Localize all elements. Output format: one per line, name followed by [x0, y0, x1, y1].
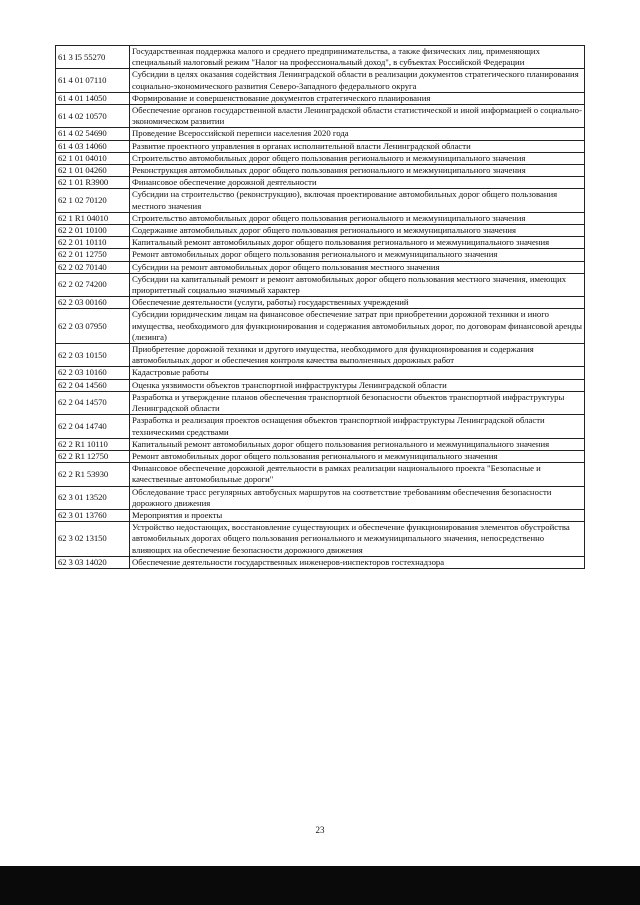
code-cell: 61 4 01 07110 — [56, 69, 130, 92]
name-cell: Строительство автомобильных дорог общего пользования регионального и межмуниципального значения — [130, 152, 585, 164]
table-row — [56, 237, 585, 249]
table-row — [56, 249, 585, 261]
table-row — [56, 486, 585, 509]
table-row — [56, 105, 585, 128]
name-cell: Содержание автомобильных дорог общего пользования регионального и межмуниципального значения — [130, 225, 585, 237]
code-cell: 62 1 01 04010 — [56, 152, 130, 164]
table-row — [56, 450, 585, 462]
table-row — [56, 140, 585, 152]
name-cell: Субсидии на капитальный ремонт и ремонт автомобильных дорог общего пользования местного значения, имеющих приоритетный социально значимый характер — [130, 273, 585, 296]
code-cell: 62 2 04 14570 — [56, 391, 130, 414]
code-cell: 62 1 R1 04010 — [56, 212, 130, 224]
name-cell: Обеспечение деятельности государственных инженеров-инспекторов гостехнадзора — [130, 556, 585, 568]
code-cell: 61 3 I5 55270 — [56, 46, 130, 69]
code-cell: 62 2 R1 12750 — [56, 450, 130, 462]
table-row — [56, 297, 585, 309]
name-cell: Субсидии юридическим лицам на финансовое обеспечение затрат при приобретении дорожной техники и иного имущества, необходимого для функционирования и содержания автомобильных дорог, по договорам финансовой аренды (лизинга) — [130, 309, 585, 344]
name-cell: Ремонт автомобильных дорог общего пользования регионального и межмуниципального значения — [130, 249, 585, 261]
table-row — [56, 344, 585, 367]
name-cell: Субсидии в целях оказания содействия Ленинградской области в реализации документов стратегического планирования социально-экономического развития Северо-Западного федерального округа — [130, 69, 585, 92]
table-row — [56, 556, 585, 568]
name-cell: Ремонт автомобильных дорог общего пользования регионального и межмуниципального значения — [130, 450, 585, 462]
table-row — [56, 391, 585, 414]
code-cell: 62 3 02 13150 — [56, 522, 130, 557]
name-cell: Реконструкция автомобильных дорог общего пользования регионального и межмуниципального значения — [130, 165, 585, 177]
name-cell: Строительство автомобильных дорог общего пользования регионального и межмуниципального значения — [130, 212, 585, 224]
code-cell: 61 4 02 54690 — [56, 128, 130, 140]
name-cell: Обеспечение деятельности (услуги, работы) государственных учреждений — [130, 297, 585, 309]
code-cell: 62 2 01 10100 — [56, 225, 130, 237]
name-cell: Обследование трасс регулярных автобусных маршрутов на соответствие требованиям обеспечения безопасности дорожного движения — [130, 486, 585, 509]
table-row — [56, 128, 585, 140]
table-row — [56, 309, 585, 344]
table-row — [56, 152, 585, 164]
table-row — [56, 438, 585, 450]
name-cell: Оценка уязвимости объектов транспортной инфраструктуры Ленинградской области — [130, 379, 585, 391]
name-cell: Кадастровые работы — [130, 367, 585, 379]
code-cell: 62 2 03 10160 — [56, 367, 130, 379]
table-row — [56, 522, 585, 557]
table-row — [56, 509, 585, 521]
code-cell: 62 1 01 R3900 — [56, 177, 130, 189]
code-cell: 62 1 01 04260 — [56, 165, 130, 177]
code-cell: 62 2 02 70140 — [56, 261, 130, 273]
table-row — [56, 379, 585, 391]
name-cell: Мероприятия и проекты — [130, 509, 585, 521]
table-row — [56, 225, 585, 237]
name-cell: Развитие проектного управления в органах исполнительной власти Ленинградской области — [130, 140, 585, 152]
name-cell: Разработка и утверждение планов обеспечения транспортной безопасности объектов транспортной инфраструктуры Ленинградской области — [130, 391, 585, 414]
table-row — [56, 69, 585, 92]
code-cell: 62 2 04 14740 — [56, 415, 130, 438]
name-cell: Формирование и совершенствование документов стратегического планирования — [130, 92, 585, 104]
table-row — [56, 165, 585, 177]
table-row — [56, 415, 585, 438]
table-row — [56, 92, 585, 104]
name-cell: Финансовое обеспечение дорожной деятельности — [130, 177, 585, 189]
code-cell: 61 4 03 14060 — [56, 140, 130, 152]
code-cell: 62 2 03 10150 — [56, 344, 130, 367]
code-cell: 62 3 01 13520 — [56, 486, 130, 509]
code-cell: 62 2 01 12750 — [56, 249, 130, 261]
name-cell: Государственная поддержка малого и среднего предпринимательства, а также физических лиц, применяющих специальный налоговый режим "Налог на профессиональный доход", в субъектах Российской Федерации — [130, 46, 585, 69]
page-number: 23 — [315, 825, 325, 835]
table-row — [56, 261, 585, 273]
name-cell: Разработка и реализация проектов оснащения объектов транспортной инфраструктуры Ленинградской области техническими средствами — [130, 415, 585, 438]
name-cell: Проведение Всероссийской переписи населения 2020 года — [130, 128, 585, 140]
name-cell: Капитальный ремонт автомобильных дорог общего пользования регионального и межмуниципального значения — [130, 237, 585, 249]
code-cell: 62 2 R1 10110 — [56, 438, 130, 450]
code-cell: 62 1 02 70120 — [56, 189, 130, 212]
table-row — [56, 46, 585, 69]
name-cell: Устройство недостающих, восстановление существующих и обеспечение функционирования элементов обустройства автомобильных дорогах общего пользования регионального и межмуниципального значения, непосредственно влияющих на обеспечение безопасности дорожного движения — [130, 522, 585, 557]
name-cell: Субсидии на строительство (реконструкцию), включая проектирование автомобильных дорог общего пользования местного значения — [130, 189, 585, 212]
table-body — [56, 46, 585, 569]
table-row — [56, 273, 585, 296]
code-cell: 62 2 R1 53930 — [56, 463, 130, 486]
code-cell: 62 2 01 10110 — [56, 237, 130, 249]
scan-footer-band — [0, 866, 640, 905]
code-cell: 61 4 01 14050 — [56, 92, 130, 104]
table-row — [56, 212, 585, 224]
name-cell: Субсидии на ремонт автомобильных дорог общего пользования местного значения — [130, 261, 585, 273]
name-cell: Обеспечение органов государственной власти Ленинградской области статистической и иной информацией о социально-экономическом развитии — [130, 105, 585, 128]
name-cell: Приобретение дорожной техники и другого имущества, необходимого для функционирования и содержания автомобильных дорог и обеспечения контроля качества выполненных дорожных работ — [130, 344, 585, 367]
code-cell: 62 2 03 00160 — [56, 297, 130, 309]
budget-classification-table — [55, 45, 585, 569]
table-row — [56, 367, 585, 379]
code-cell: 62 2 03 07950 — [56, 309, 130, 344]
table-row — [56, 189, 585, 212]
code-cell: 62 3 01 13760 — [56, 509, 130, 521]
code-cell: 61 4 02 10570 — [56, 105, 130, 128]
name-cell: Финансовое обеспечение дорожной деятельности в рамках реализации национального проекта "Безопасные и качественные автомобильные дороги" — [130, 463, 585, 486]
table-row — [56, 463, 585, 486]
code-cell: 62 3 03 14020 — [56, 556, 130, 568]
code-cell: 62 2 04 14560 — [56, 379, 130, 391]
code-cell: 62 2 02 74200 — [56, 273, 130, 296]
table-row — [56, 177, 585, 189]
name-cell: Капитальный ремонт автомобильных дорог общего пользования регионального и межмуниципального значения — [130, 438, 585, 450]
